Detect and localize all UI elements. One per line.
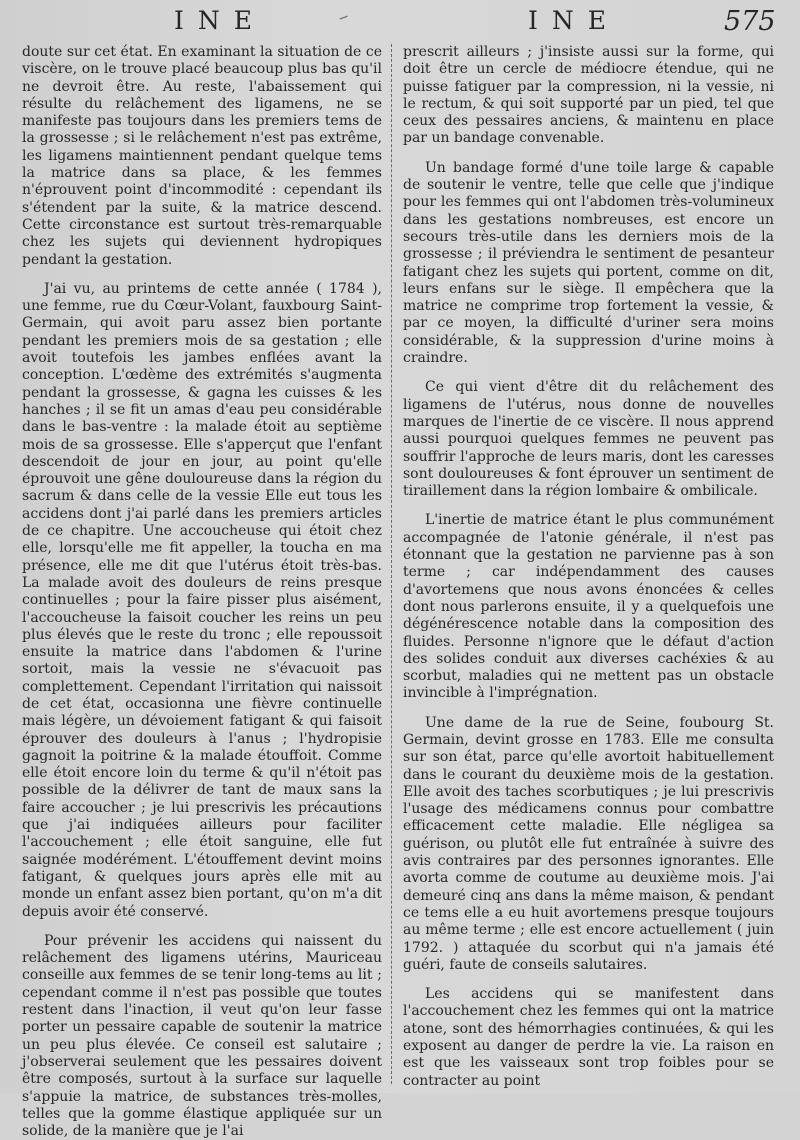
right-column [403,44,774,1089]
paragraph: L'inertie de matrice étant le plus communément accompagnée de l'atonie générale, il n'est pas étonnant que la gestation ne parvienne pas à son terme ; car indépendamment des causes d'avortemens que nous avons énoncées & celles dont nous parlerons ensuite, il y a quelquefois une dégénérescence notable dans la composition des fluides. Personne n'ignore que le défaut d'action des solides conduit aux diverses cachéxies & au scorbut, maladies qui ne mettent pas un obstacle invincible à l'imprégnation. [403,512,774,702]
paragraph: Un bandage formé d'une toile large & capable de soutenir le ventre, telle que celle que j'indique pour les femmes qui ont l'abdomen très-volumineux dans les gestations nombreuses, est encore un secours très-utile dans les derniers mois de la grossesse ; il préviendra le sentiment de pesanteur fatigant chez les sujets qui portent, comme on dit, leurs enfans sur le siège. Il empêchera que la matrice ne comprime trop fortement la vessie, & par ce moyen, la difficulté d'uriner sera moins considérable, & la suppression d'urine moins à craindre. [403,159,774,367]
paragraph: prescrit ailleurs ; j'insiste aussi sur la forme, qui doit être un cercle de médiocre étendue, qui ne puisse fatiguer par la compression, ni la vessie, ni le rectum, & qui soit supporté par un pied, tel que ceux des pessaires anciens, & maintenu en place par un bandage convenable. [403,44,774,147]
paragraph: J'ai vu, au printems de cette année ( 1784 ), une femme, rue du Cœur-Volant, fauxbourg Saint-Germain, qui avoit paru assez bien portante pendant les premiers mois de sa gestation ; elle avoit toutefois les jambes enflées avant la conception. L'œdème des extrémités s'augmenta pendant la grossesse, & gagna les cuisses & les hanches ; il se fit un amas d'eau peu considérable dans le bas-ventre : la malade étoit au septième mois de sa grossesse. Elle s'apperçut que l'enfant descendoit de jour en jour, au point qu'elle éprouvoit une gêne douloureuse dans la région du sacrum & dans celle de la vessie Elle eut tous les accidens dont j'ai parlé dans les premiers articles de ce chapitre. Une accoucheuse qui étoit chez elle, lorsqu'elle me fit appeller, la toucha en ma présence, elle me dit que l'utérus étoit très-bas. La malade avoit des douleurs de reins presque continuelles ; pour la faire pisser plus aisément, l'accoucheuse la faisoit coucher les reins un peu plus élevés que le reste du tronc ; elle repoussoit ensuite la matrice dans l'abdomen & l'urine sortoit, mais la vessie ne s'évacuoit pas complettement. Cependant l'irritation qui naissoit de cet état, occasionna une fièvre continuelle mais légère, un dévoiement fatigant & qui faisoit éprouver des douleurs à l'anus ; l'hydropisie gagnoit la poitrine & la malade étouffoit. Comme elle étoit encore loin du terme & qu'il n'étoit pas possible de la délivrer de tant de maux sans la faire accoucher ; je lui prescrivis les précautions que j'ai indiquées ailleurs pour faciliter l'accouchement ; elle étoit sanguine, elle fut saignée modérément. L'étouffement devint moins fatigant, & quelques jours après elle mit au monde un enfant assez bien portant, qu'on m'a dit depuis avoir été conservé. [22,280,382,920]
paragraph: Ce qui vient d'être dit du relâchement des ligamens de l'utérus, nous donne de nouvelles marques de l'inertie de ce viscère. Il nous apprend aussi pourquoi quelques femmes ne peuvent pas souffrir l'approche de leurs maris, dont les caresses sont douloureuses & font éprouver un sentiment de tiraillement dans la région lombaire & ombilicale. [403,379,774,500]
column-divider [391,44,392,1084]
left-column [22,44,382,1140]
header-right-title: INE [528,6,620,35]
paragraph: Une dame de la rue de Seine, foubourg St. Germain, devint grosse en 1783. Elle me consulta sur son état, parce qu'elle avortoit habituellement dans le courant du deuxième mois de la gestation. Elle avoit des taches scorbutiques ; je lui prescrivis l'usage des médicamens connus pour combattre efficacement cette maladie. Elle négligea sa guérison, ou plutôt elle fut entraînée à suivre des avis contraires par des personnes ignorantes. Elle avorta comme de coutume au deuxième mois. J'ai demeuré cinq ans dans la même maison, & pendant ce tems elle a eu huit avortemens presque toujours au même terme ; elle est encore actuellement ( juin 1792. ) attaquée du scorbut qui n'a jamais été guéri, faute de conseils salutaires. [403,714,774,973]
header-mark: – [334,3,352,29]
paragraph: doute sur cet état. En examinant la situation de ce viscère, on le trouve placé beaucoup plus bas qu'il ne devroit être. Au reste, l'abaissement qui résulte du relâchement des ligamens, ne se manifeste pas toujours dans les premiers tems de la grossesse ; si le relâchement n'est pas extrême, les ligamens maintiennent pendant quelque tems la matrice dans sa place, & les femmes n'éprouvent point d'incommodité : cependant ils s'étendent par la suite, & la matrice descend. Cette circonstance est surtout très-remarquable chez les sujets qui deviennent hydropiques pendant la gestation. [22,44,382,268]
page-number: 575 [724,6,776,37]
running-header [0,4,800,40]
header-left-title: INE [174,6,266,35]
paragraph: Pour prévenir les accidens qui naissent du relâchement des ligamens utérins, Mauriceau conseille aux femmes de se tenir long-tems au lit ; cependant comme il n'est pas possible que toutes restent dans l'inaction, il veut qu'on leur fasse porter un pessaire capable de soutenir la matrice un peu plus élevée. Ce conseil est salutaire ; j'observerai seulement que les pessaires doivent être composés, surtout à la surface sur laquelle s'appuie la matrice, de substances très-molles, telles que la gomme élastique appliquée sur un solide, de la manière que je l'ai [22,932,382,1140]
paragraph: Les accidens qui se manifestent dans l'accouchement chez les femmes qui ont la matrice atone, sont des hémorrhagies continuées, & qui les exposent au danger de perdre la vie. La raison en est que les vaisseaux sont trop foibles pour se contracter au point [403,986,774,1089]
